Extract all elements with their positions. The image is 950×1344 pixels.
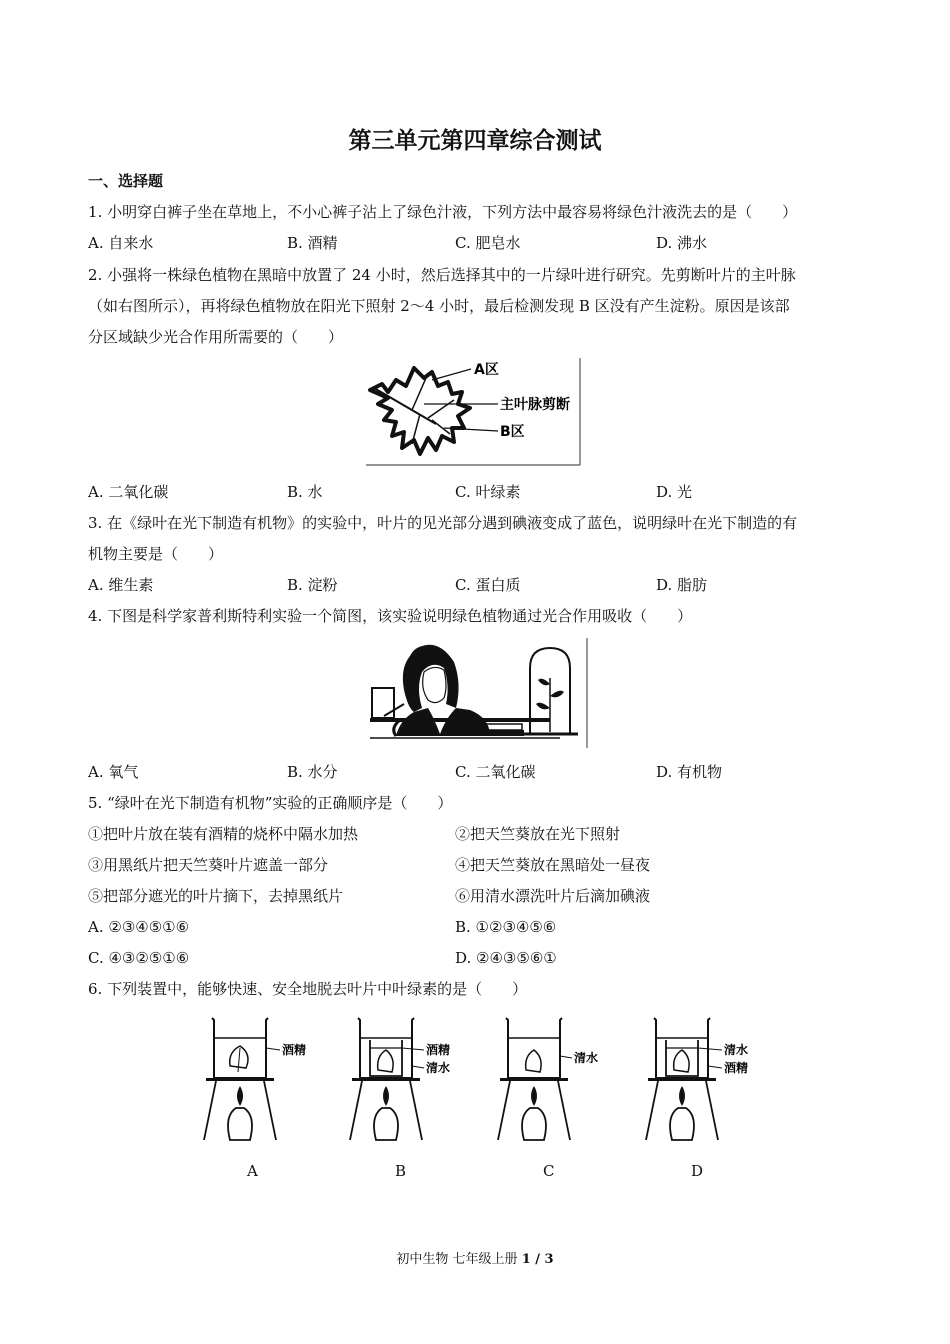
alcohol-lamp-icon — [670, 1108, 694, 1140]
q5-option-b: B. ①②③④⑤⑥ — [455, 918, 557, 936]
q2-option-a: A. 二氧化碳 — [88, 483, 169, 501]
apparatus-c — [494, 1016, 604, 1144]
apparatus-a — [200, 1016, 310, 1144]
question-2-line-1: 2. 小强将一株绿色植物在黑暗中放置了 24 小时，然后选择其中的一片绿叶进行研究。先剪断叶片的主叶脉 — [88, 266, 796, 284]
question-2-line-2: （如右图所示），再将绿色植物放在阳光下照射 2～4 小时，最后检测发现 B 区没有产生淀粉。原因是该部 — [88, 297, 790, 315]
q3-option-c: C. 蛋白质 — [455, 576, 521, 594]
q1-option-b: B. 酒精 — [287, 234, 338, 252]
q4-option-a: A. 氧气 — [88, 763, 139, 781]
q3-option-d: D. 脂肪 — [656, 576, 708, 594]
q5-step-3: ③用黑纸片把天竺葵叶片遮盖一部分 — [88, 856, 329, 874]
alcohol-lamp-icon — [228, 1108, 252, 1140]
q5-option-d: D. ②④③⑤⑥① — [455, 949, 557, 967]
apparatus-c-caption: C — [543, 1162, 555, 1180]
apparatus-c-label-1: 清水 — [574, 1051, 599, 1065]
label-vein-cut: 主叶脉剪断 — [500, 397, 570, 413]
apparatus-b-label-1: 酒精 — [426, 1043, 451, 1057]
q1-option-d: D. 沸水 — [656, 234, 708, 252]
plant-leaf-icon — [536, 703, 550, 710]
leaf-icon — [526, 1050, 541, 1072]
apparatus-d — [642, 1016, 758, 1144]
leaf-icon — [378, 1050, 393, 1072]
q5-step-2: ②把天竺葵放在光下照射 — [455, 825, 621, 843]
section-heading: 一、选择题 — [88, 172, 164, 190]
page-title: 第三单元第四章综合测试 — [348, 128, 602, 154]
q5-step-5: ⑤把部分遮光的叶片摘下，去掉黑纸片 — [88, 887, 344, 905]
apparatus-d-label-2: 酒精 — [724, 1061, 749, 1075]
q5-step-4: ④把天竺葵放在黑暗处一昼夜 — [455, 856, 651, 874]
question-2-line-3: 分区域缺少光合作用所需要的（ ） — [88, 328, 344, 346]
question-5-stem: 5. “绿叶在光下制造有机物”实验的正确顺序是（ ） — [88, 794, 453, 812]
apparatus-b-caption: B — [395, 1162, 407, 1180]
page-footer — [0, 1248, 950, 1267]
apparatus-a-caption: A — [247, 1162, 258, 1180]
leaf-outline-icon — [370, 368, 470, 454]
apparatus-b — [346, 1016, 460, 1144]
question-3-line-2: 机物主要是（ ） — [88, 545, 224, 563]
q2-option-c: C. 叶绿素 — [455, 483, 521, 501]
q1-option-c: C. 肥皂水 — [455, 234, 521, 252]
leaf-figure — [366, 358, 582, 467]
apparatus-d-label-1: 清水 — [724, 1043, 749, 1057]
question-4-stem: 4. 下图是科学家普利斯特利实验一个简图，该实验说明绿色植物通过光合作用吸收（ ） — [88, 607, 693, 625]
question-1-stem: 1. 小明穿白裤子坐在草地上，不小心裤子沾上了绿色汁液，下列方法中最容易将绿色汁液洗去的是（ ） — [88, 203, 798, 221]
question-6-stem: 6. 下列装置中，能够快速、安全地脱去叶片中叶绿素的是（ ） — [88, 980, 528, 998]
page-number: 1 / 3 — [521, 1252, 554, 1267]
q1-option-a: A. 自来水 — [88, 234, 154, 252]
apparatus-a-label-1: 酒精 — [282, 1043, 307, 1057]
alcohol-lamp-icon — [374, 1108, 398, 1140]
label-zone-a: A区 — [474, 362, 499, 378]
label-zone-b: B区 — [500, 424, 525, 440]
priestley-illustration — [370, 638, 590, 748]
q5-option-a: A. ②③④⑤①⑥ — [88, 918, 190, 936]
q3-option-b: B. 淀粉 — [287, 576, 338, 594]
q2-option-b: B. 水 — [287, 483, 323, 501]
q4-option-c: C. 二氧化碳 — [455, 763, 536, 781]
priestley-figure — [370, 638, 590, 748]
leaf-diagram — [366, 358, 582, 467]
apparatus-d-caption: D — [691, 1162, 704, 1180]
alcohol-lamp-icon — [522, 1108, 546, 1140]
footer-text: 初中生物 七年级上册 — [396, 1252, 522, 1267]
leaf-icon — [674, 1050, 689, 1072]
beaker-icon — [506, 1018, 562, 1078]
q5-step-1: ①把叶片放在装有酒精的烧杯中隔水加热 — [88, 825, 359, 843]
q5-option-c: C. ④③②⑤①⑥ — [88, 949, 190, 967]
apparatus-b-label-2: 清水 — [426, 1061, 451, 1075]
q4-option-d: D. 有机物 — [656, 763, 723, 781]
q4-option-b: B. 水分 — [287, 763, 338, 781]
question-3-line-1: 3. 在《绿叶在光下制造有机物》的实验中，叶片的见光部分遇到碘液变成了蓝色，说明绿叶在光下制造的有 — [88, 514, 798, 532]
q2-option-d: D. 光 — [656, 483, 693, 501]
q3-option-a: A. 维生素 — [88, 576, 154, 594]
q5-step-6: ⑥用清水漂洗叶片后滴加碘液 — [455, 887, 651, 905]
